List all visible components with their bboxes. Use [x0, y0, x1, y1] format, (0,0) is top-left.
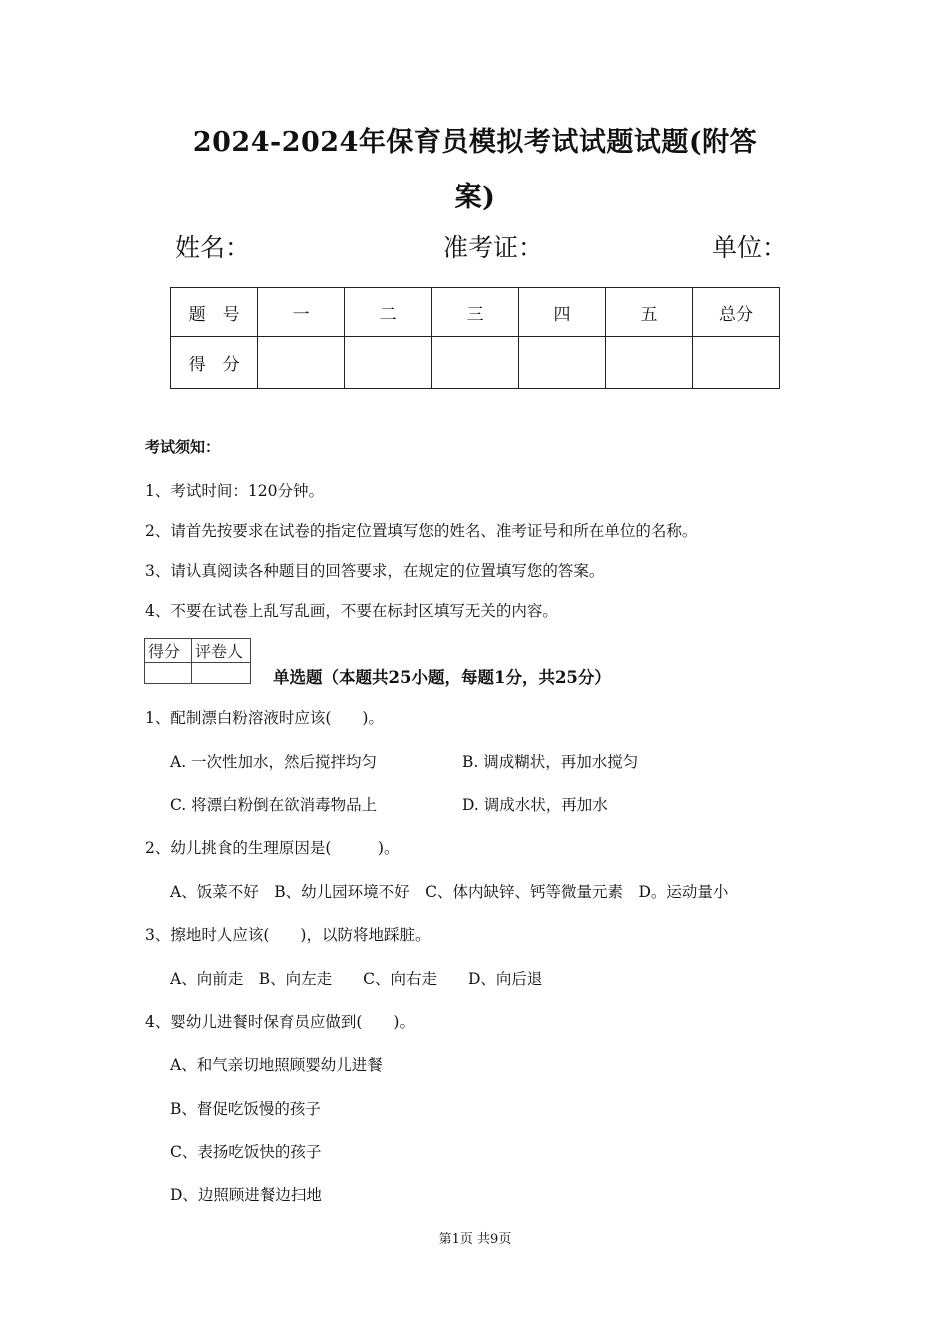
- exam-id-label: 准考证：: [443, 233, 544, 262]
- question-1-option-c: C. 将漂白粉倒在欲消毒物品上: [170, 796, 378, 814]
- grader-name-label: 评卷人: [192, 639, 251, 663]
- question-2-options: A、饭菜不好 B、幼儿园环境不好 C、体内缺锌、钙等微量元素 D。运动量小: [170, 883, 729, 901]
- score-cell-total[interactable]: [692, 337, 779, 389]
- section-title: 单选题（本题共25小题，每题1分，共25分）: [273, 668, 611, 687]
- name-label: 姓名：: [175, 233, 251, 262]
- grader-score-label: 得分: [145, 639, 192, 663]
- score-cell-4[interactable]: [519, 337, 606, 389]
- score-cell-1[interactable]: [258, 337, 345, 389]
- header-cell-total: 总分: [692, 288, 779, 337]
- notice-item-2: 2、请首先按要求在试卷的指定位置填写您的姓名、准考证号和所在单位的名称。: [145, 522, 698, 540]
- score-table: [170, 287, 780, 389]
- score-cell-5[interactable]: [606, 337, 693, 389]
- header-cell-2: 二: [345, 288, 432, 337]
- question-1-stem: 1、配制漂白粉溶液时应该( )。: [145, 709, 384, 727]
- question-4-option-b: B、督促吃饭慢的孩子: [170, 1100, 321, 1118]
- question-3-stem: 3、擦地时人应该( )，以防将地踩脏。: [145, 926, 431, 944]
- header-cell-3: 三: [432, 288, 519, 337]
- header-cell-4: 四: [519, 288, 606, 337]
- header-cell-label: 题 号: [171, 288, 258, 337]
- question-4-option-a: A、和气亲切地照顾婴幼儿进餐: [170, 1056, 383, 1074]
- question-1-option-d: D. 调成水状，再加水: [462, 796, 608, 814]
- question-4-stem: 4、婴幼儿进餐时保育员应做到( )。: [145, 1013, 415, 1031]
- score-table-header-row: [171, 288, 780, 337]
- notice-item-3: 3、请认真阅读各种题目的回答要求，在规定的位置填写您的答案。: [145, 562, 605, 580]
- notice-item-4: 4、不要在试卷上乱写乱画，不要在标封区填写无关的内容。: [145, 602, 558, 620]
- notice-heading: 考试须知：: [145, 438, 221, 456]
- question-1-option-b: B. 调成糊状，再加水搅匀: [462, 753, 639, 771]
- grader-box: [144, 638, 251, 684]
- question-4-option-c: C、表扬吃饭快的孩子: [170, 1143, 322, 1161]
- score-cell-2[interactable]: [345, 337, 432, 389]
- grader-score-field[interactable]: [145, 663, 192, 684]
- unit-label: 单位：: [712, 233, 788, 262]
- question-2-stem: 2、幼儿挑食的生理原因是( )。: [145, 839, 400, 857]
- page-footer: 第1页 共9页: [438, 1232, 512, 1247]
- question-1-option-a: A. 一次性加水，然后搅拌均匀: [170, 753, 378, 771]
- header-cell-1: 一: [258, 288, 345, 337]
- grader-name-field[interactable]: [192, 663, 251, 684]
- score-table-score-row: [171, 337, 780, 389]
- document-title-line-1: 2024-2024年保育员模拟考试试题试题(附答: [192, 127, 758, 158]
- question-4-option-d: D、边照顾进餐边扫地: [170, 1186, 322, 1204]
- score-cell-3[interactable]: [432, 337, 519, 389]
- header-cell-5: 五: [606, 288, 693, 337]
- question-3-options: A、向前走 B、向左走 C、向右走 D、向后退: [170, 970, 543, 988]
- score-row-label: 得 分: [171, 337, 258, 389]
- document-title-line-2: 案): [454, 182, 496, 213]
- notice-item-1: 1、考试时间：120分钟。: [145, 482, 324, 500]
